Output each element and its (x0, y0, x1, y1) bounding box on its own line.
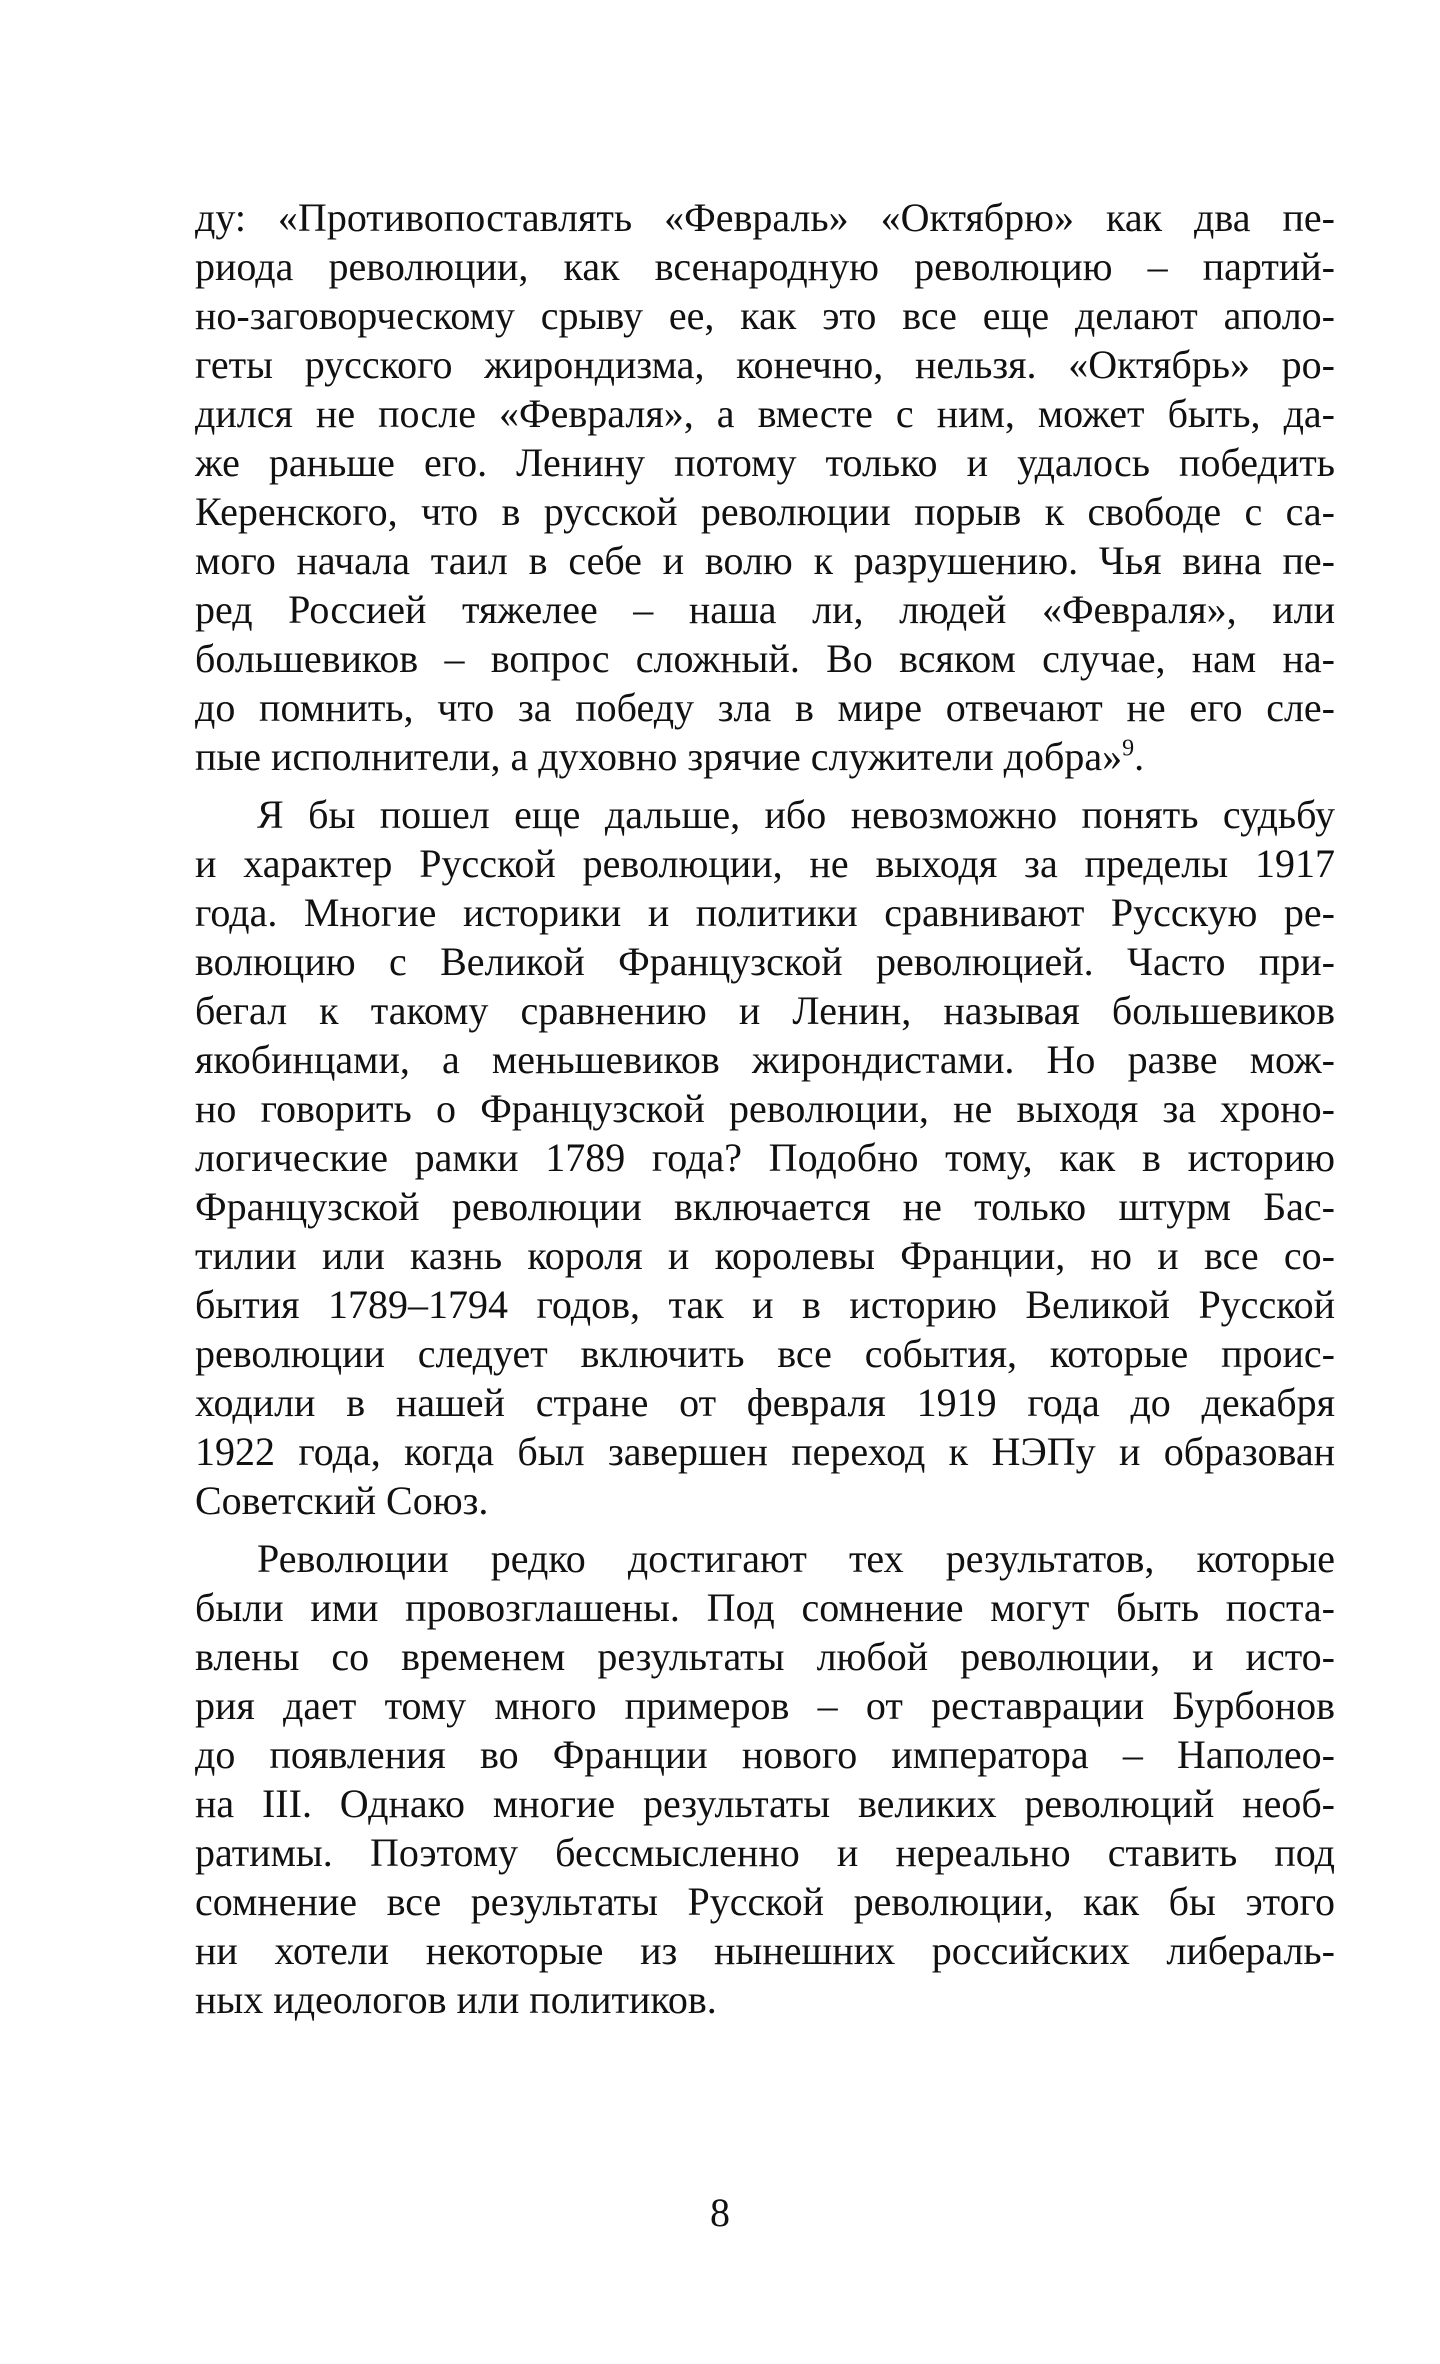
text-line: бегал к такому сравнению и Ленин, называя большевиков (195, 988, 1335, 1033)
text-line: геты русского жирондизма, конечно, нельзя. «Октябрь» ро- (195, 342, 1335, 387)
text-line: дился не после «Февраля», а вместе с ним, может быть, да- (195, 391, 1335, 436)
text-line: волюцию с Великой Французской революцией. Часто при- (195, 939, 1335, 984)
page-number: 8 (710, 2190, 730, 2235)
text-line: до помнить, что за победу зла в мире отвечают не его сле- (195, 685, 1335, 730)
text-line-last: ных идеологов или политиков. (195, 1977, 717, 2022)
text-line: Французской революции включается не только штурм Бас- (195, 1184, 1335, 1229)
text-line: года. Многие историки и политики сравнивают Русскую ре- (195, 890, 1335, 935)
text-line: бытия 1789–1794 годов, так и в историю Великой Русской (195, 1282, 1335, 1327)
text-line: сомнение все результаты Русской революции, как бы этого (195, 1879, 1335, 1924)
text-line: большевиков – вопрос сложный. Во всяком случае, нам на- (195, 636, 1335, 681)
text-line: но-заговорческому срыву ее, как это все еще делают аполо- (195, 293, 1335, 338)
text-line: якобинцами, а меньшевиков жирондистами. Но разве мож- (195, 1037, 1335, 1082)
body-text (195, 193, 1335, 2024)
text-line: влены со временем результаты любой революции, и исто- (195, 1634, 1335, 1679)
text-line: на III. Однако многие результаты великих революций необ- (195, 1781, 1335, 1826)
paragraph-2 (195, 790, 1335, 1525)
text-line: Керенского, что в русской революции порыв к свободе с са- (195, 489, 1335, 534)
text-line: логические рамки 1789 года? Подобно тому, как в историю (195, 1135, 1335, 1180)
text-line: ходили в нашей стране от февраля 1919 года до декабря (195, 1380, 1335, 1425)
text-line-last (195, 732, 1335, 781)
text-line-last: Советский Союз. (195, 1478, 489, 1523)
text-line: революции следует включить все события, которые проис- (195, 1331, 1335, 1376)
text-line: ратимы. Поэтому бессмысленно и нереально ставить под (195, 1830, 1335, 1875)
text-line: ред Россией тяжелее – наша ли, людей «Февраля», или (195, 587, 1335, 632)
footnote-marker: 9 (1122, 735, 1135, 762)
text-line: были ими провозглашены. Под сомнение могут быть поста- (195, 1585, 1335, 1630)
text-line: и характер Русской революции, не выходя за пределы 1917 (195, 841, 1335, 886)
text-line: 1922 года, когда был завершен переход к НЭПу и образован (195, 1429, 1335, 1474)
text-line: ду: «Противопоставлять «Февраль» «Октябрю» как два пе- (195, 195, 1335, 240)
text-line: до появления во Франции нового императора – Наполео- (195, 1732, 1335, 1777)
text-line-first: Я бы пошел еще дальше, ибо невозможно понять судьбу (257, 792, 1335, 837)
paragraph-3 (195, 1534, 1335, 2024)
text-line: ни хотели некоторые из нынешних российских либераль- (195, 1928, 1335, 1973)
text-line-first: Революции редко достигают тех результатов, которые (257, 1536, 1335, 1581)
text-line: тилии или казнь короля и королевы Франции, но и все со- (195, 1233, 1335, 1278)
text-line-content: пые исполнители, а духовно зрячие служители добра» (195, 734, 1123, 779)
paragraph-1 (195, 193, 1335, 781)
text-line: рия дает тому много примеров – от реставрации Бурбонов (195, 1683, 1335, 1728)
text-line: же раньше его. Ленину потому только и удалось победить (195, 440, 1335, 485)
text-line: риода революции, как всенародную революцию – партий- (195, 244, 1335, 289)
text-line: мого начала таил в себе и волю к разрушению. Чья вина пе- (195, 538, 1335, 583)
footnote-trailing-punct: . (1134, 734, 1145, 779)
text-line: но говорить о Французской революции, не выходя за хроно- (195, 1086, 1335, 1131)
